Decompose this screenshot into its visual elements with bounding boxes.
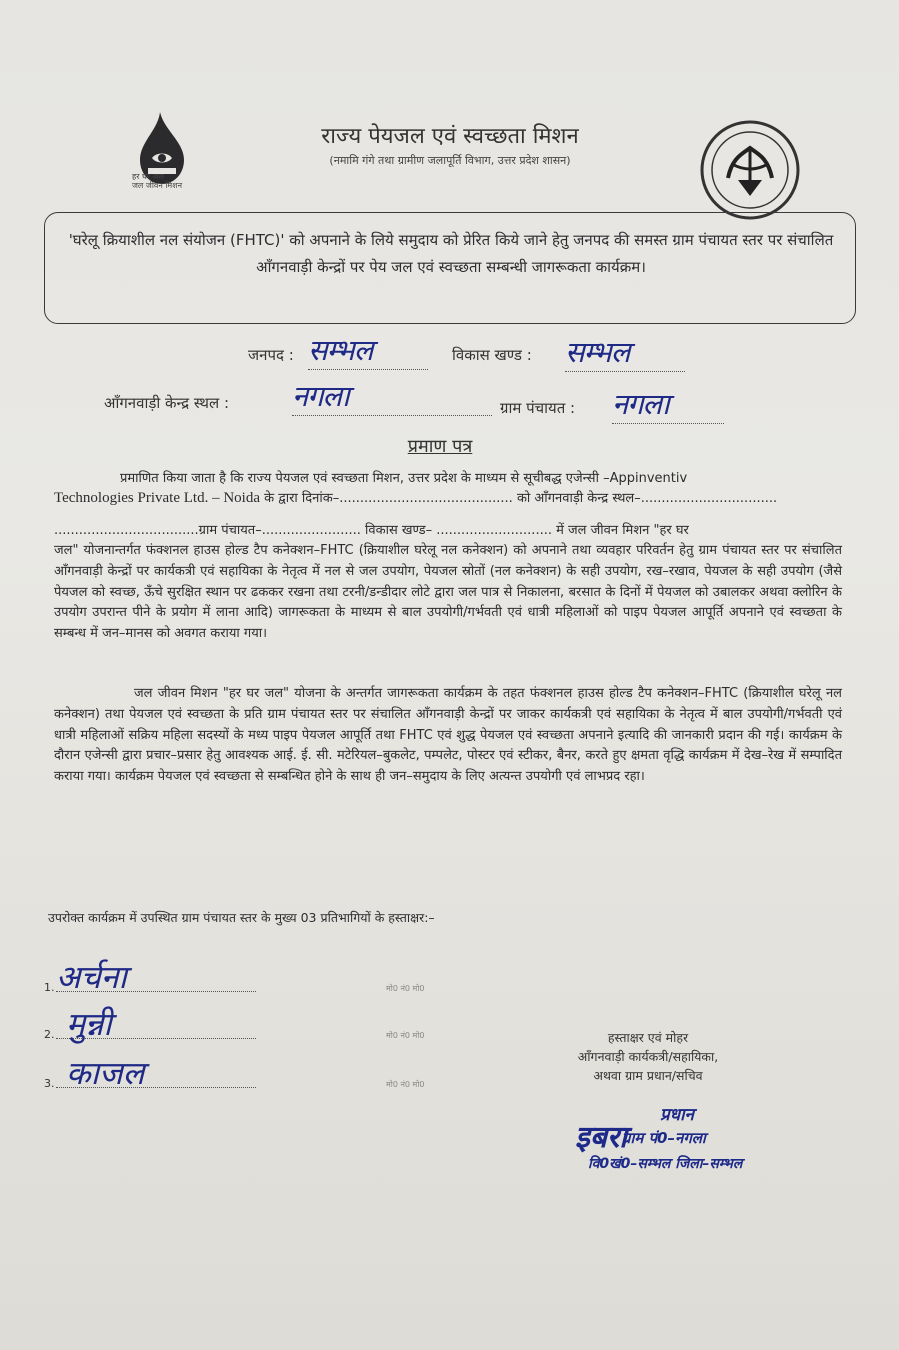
signature-row-2	[44, 1005, 444, 1045]
mobile-label: मो0 नं0 मो0	[386, 1080, 425, 1089]
certificate-line-1: प्रमाणित किया जाता है कि राज्य पेयजल एवं स्वच्छता मिशन, उत्तर प्रदेश के माध्यम से सूचीबद्ध एजेन्सी –Appinventiv	[120, 471, 688, 486]
signature-row-1	[44, 958, 444, 998]
panchayat-value: नगला	[612, 384, 724, 424]
panchayat-label: ग्राम पंचायत :	[500, 399, 576, 417]
emblem-seal	[698, 118, 802, 222]
authority-line: अथवा ग्राम प्रधान/सचिव	[593, 1068, 703, 1083]
authority-line: आँगनवाड़ी कार्यकत्री/सहायिका,	[577, 1049, 719, 1064]
district-label: जनपद :	[248, 346, 294, 364]
certificate-heading: प्रमाण पत्र	[407, 436, 473, 457]
signatures-intro: उपरोक्त कार्यक्रम में उपस्थित ग्राम पंचायत स्तर के मुख्य 03 प्रतिभागियों के हस्ताक्षर:–	[48, 910, 435, 925]
signature-row-3	[44, 1054, 444, 1094]
pradhan-signature: इबरा	[575, 1120, 627, 1155]
page-title: राज्य पेयजल एवं स्वच्छता मिशन	[321, 124, 579, 149]
signature-name: मुन्नी	[66, 1005, 112, 1043]
logo-caption: हर घर जल जल जीवन मिशन	[132, 172, 183, 190]
block-value: सम्भल	[565, 332, 685, 372]
signature-name: काजल	[66, 1054, 145, 1092]
center-value: नगला	[292, 376, 492, 416]
water-drop-logo	[128, 108, 208, 208]
agency-name: Technologies Private Ltd. – Noida	[54, 490, 260, 506]
signature-number: 1.	[44, 981, 55, 994]
stamp-line: वि0खं0–सम्भल जिला–सम्भल	[588, 1156, 743, 1172]
stamp-line: ग्राम पं0–नगला	[622, 1129, 706, 1147]
certificate-line-2-rest: के द्वारा दिनांक–.......................................... को आँगनवाड़ी केन्द्र स्थल–.................................	[264, 491, 778, 506]
program-banner	[44, 212, 856, 324]
authority-line: हस्ताक्षर एवं मोहर	[607, 1030, 689, 1045]
mobile-label: मो0 नं0 मो0	[386, 984, 425, 993]
mobile-label: मो0 नं0 मो0	[386, 1031, 425, 1040]
banner-text: 'घरेलू क्रियाशील नल संयोजन (FHTC)' को अपनाने के लिये समुदाय को प्रेरित किये जाने हेतु जनपद की समस्त ग्राम पंचायत स्तर पर संचालित आँगनवाड़ी केन्द्रों पर पेय जल एवं स्वच्छता सम्बन्धी जागरूकता कार्यक्रम।	[68, 231, 834, 276]
signature-number: 3.	[44, 1077, 55, 1090]
certificate-paragraph-2: जल जीवन मिशन "हर घर जल" योजना के अन्तर्गत जागरूकता कार्यक्रम के तहत फंक्शनल हाउस होल्ड टैप कनेक्शन–FHTC (क्रियाशील घरेलू नल कनेक्शन) तथा पेयजल एवं स्वच्छता के प्रति ग्राम पंचायत स्तर पर संचालित आँगनवाड़ी केन्द्रों पर जाकर कार्यकत्री एवं सहायिका के नेतृत्व में बाल उपयोगी/गर्भवती एवं धात्री महिलाओं सक्रिय महिला सदस्यों के मध्य पाइप पेयजल आपूर्ति तथा FHTC एवं शुद्ध पेयजल एवं स्वच्छता अपनाने इत्यादि की जानकारी प्रदान की गई। कार्यक्रम के दौरान एजेन्सी द्वारा प्रचार–प्रसार हेतु आवश्यक आई. ई. सी. मटेरियल–बुकलेट, पम्पलेट, पोस्टर एवं स्टीकर, बैनर, करते हुए क्षमता वृद्धि कार्यक्रम में देख–रेख में सम्पादित कराया गया। कार्यक्रम पेयजल एवं स्वच्छता से सम्बन्धित होने के साथ ही जन–समुदाय के लिए अत्यन्त उपयोगी एवं लाभप्रद रहा।	[54, 686, 842, 785]
signature-number: 2.	[44, 1028, 55, 1041]
authority-block	[548, 1028, 748, 1085]
district-value: सम्भल	[308, 330, 428, 370]
stamp-line: प्रधान	[660, 1105, 694, 1125]
certificate-line-3: ...................................ग्राम पंचायत–........................ विकास खण्ड– ............................ में जल जीवन मिशन "हर घर	[54, 523, 689, 538]
certificate-line-2	[54, 488, 842, 507]
center-label: आँगनवाड़ी केन्द्र स्थल :	[104, 394, 230, 412]
certificate-paragraph-1: जल" योजनान्तर्गत फंक्शनल हाउस होल्ड टैप कनेक्शन–FHTC (क्रियाशील घरेलू नल कनेक्शन) को अपनाने तथा व्यवहार परिवर्तन हेतु ग्राम पंचायत स्तर पर संचालित आँगनवाड़ी केन्द्रों पर कार्यकत्री एवं सहायिका के नेतृत्व में नल से जल उपयोग, पेयजल स्रोतों (नल कनेक्शन) के सही उपयोग, रख–रखाव, पेयजल के सही उपयोग (जैसे पेयजल को स्वच्छ, ऊँचे सुरक्षित स्थान पर ढककर रखना तथा टरनी/डन्डीदार लोटे द्वारा जल पात्र से निकालना, बरसात के दिनों में पेयजल को उबालकर अथवा क्लोरिन के उपयोग उपरान्त पीने के प्रयोग में लाना आदि) जागरूकता के माध्यम से बाल उपयोगी/गर्भवती एवं धात्री महिलाओं को पाइप पेयजल आपूर्ति अपनाने एवं स्वच्छता के सम्बन्ध में जन–मानस को अवगत कराया गया।	[54, 543, 842, 642]
block-label: विकास खण्ड :	[452, 346, 532, 364]
signature-name: अर्चना	[56, 958, 127, 996]
page-subtitle: (नमामि गंगे तथा ग्रामीण जलापूर्ति विभाग, उत्तर प्रदेश शासन)	[329, 154, 571, 167]
